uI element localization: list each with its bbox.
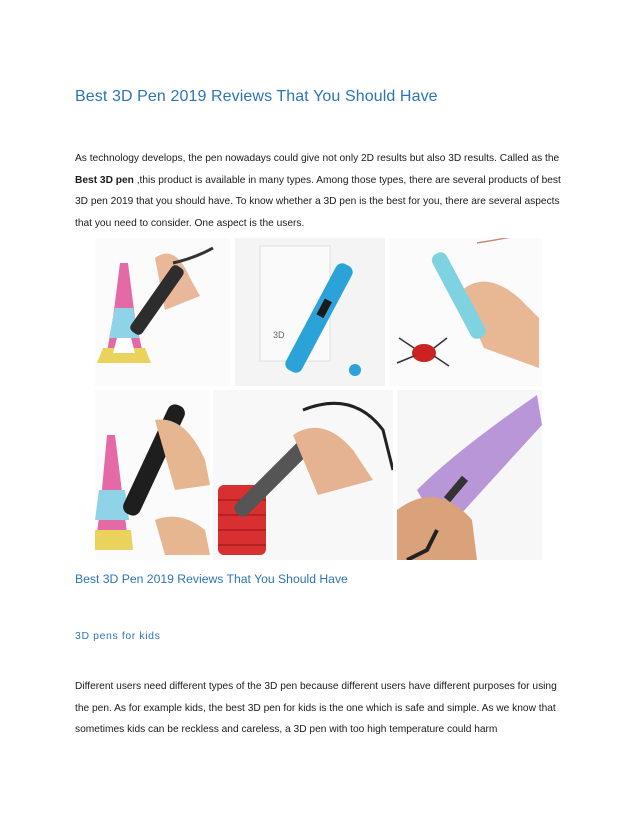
red-print-pen-photo — [213, 390, 393, 560]
subsection-heading: 3D pens for kids — [75, 630, 161, 642]
intro-text-2: ,this product is available in many types. Among those types, there are several products of best 3D pen 2019 that you should have. To know whether a 3D pen is the best for you, there are several aspects that you need to consider. One aspect is the users. — [75, 174, 561, 229]
intro-bold-link: Best 3D pen — [75, 174, 134, 186]
spider-pen-photo — [389, 238, 542, 386]
pen-box-photo — [235, 238, 385, 386]
eiffel-tower-pen-photo — [95, 238, 230, 386]
purple-pen-photo — [397, 390, 542, 560]
box-label: 3D — [273, 330, 285, 340]
black-pen-tower-photo — [95, 390, 210, 560]
intro-text-1: As technology develops, the pen nowadays could give not only 2D results but also 3D results. Called as the — [75, 153, 560, 164]
intro-paragraph — [75, 148, 565, 234]
page-title: Best 3D Pen 2019 Reviews That You Should Have — [75, 88, 438, 105]
body-paragraph: Different users need different types of the 3D pen because different users have different purposes for using the pen. As for example kids, the best 3D pen for kids is the one which is safe and simple. As we know that sometimes kids can be reckless and careless, a 3D pen with too high temperature could harm — [75, 681, 557, 735]
3d-pen-collage-image — [95, 238, 542, 560]
section-heading: Best 3D Pen 2019 Reviews That You Should Have — [75, 572, 348, 586]
